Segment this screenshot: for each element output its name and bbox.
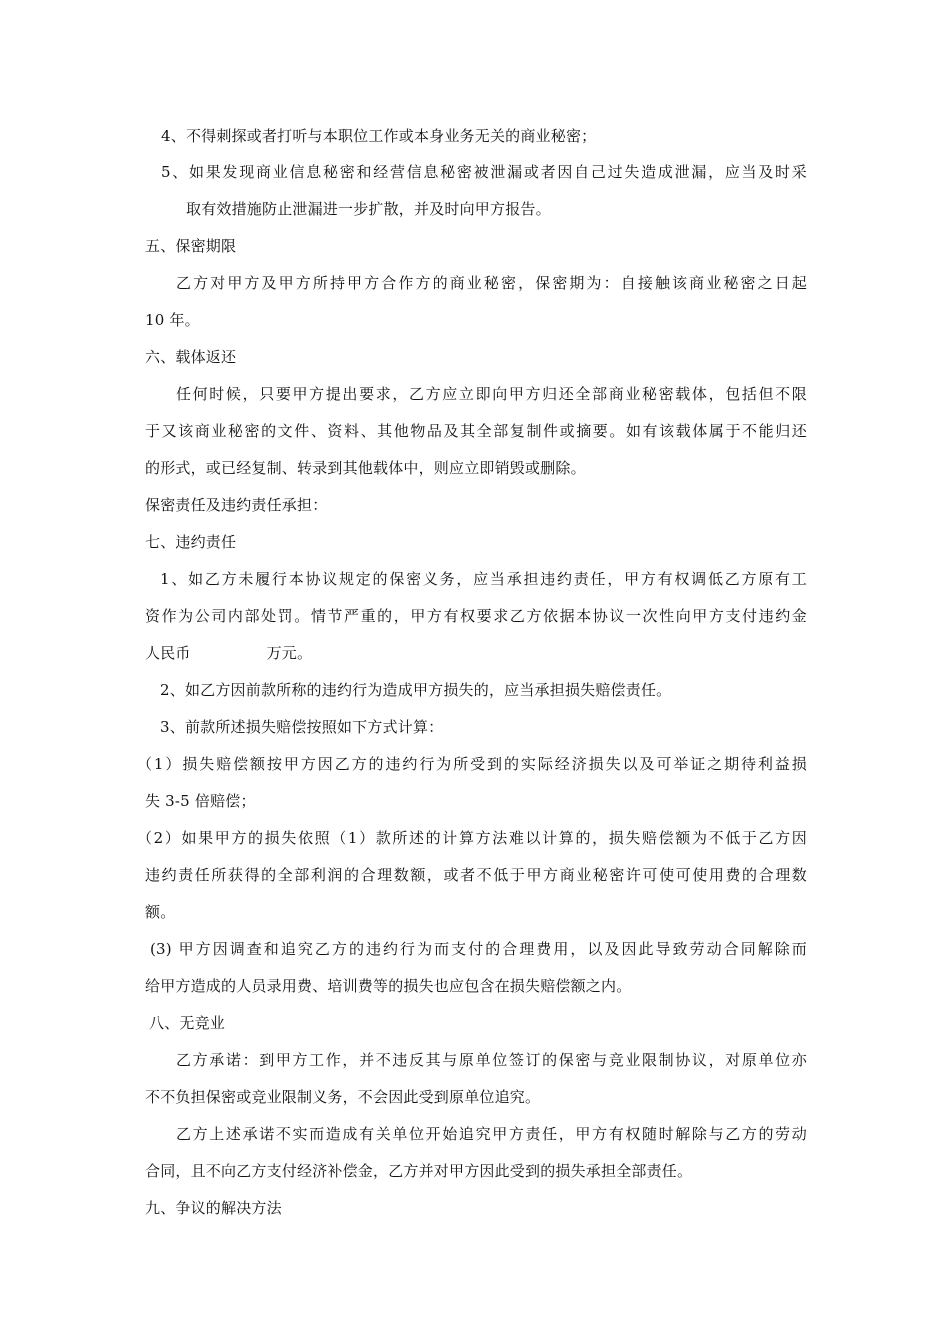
- section-8-paragraph-2-line2: 合同，且不向乙方支付经济补偿金，乙方并对甲方因此受到的损失承担全部责任。: [145, 1162, 693, 1180]
- confidentiality-item-5: 5、如果发现商业信息秘密和经营信息秘密被泄漏或者因自己过失造成泄漏，应当及时采: [161, 163, 807, 181]
- section-7-title: 七、违约责任: [145, 533, 237, 551]
- section-6-paragraph: 任何时候，只要甲方提出要求，乙方应立即向甲方归还全部商业秘密载体，包括但不限: [176, 385, 807, 403]
- breach-item-1: 1、如乙方未履行本协议规定的保密义务，应当承担违约责任，甲方有权调低乙方原有工: [160, 570, 807, 588]
- compensation-sub-2-line2: 违约责任所获得的全部利润的合理数额，或者不低于甲方商业秘密许可使可使用费的合理数: [145, 866, 807, 884]
- section-5-title: 五、保密期限: [145, 237, 237, 255]
- compensation-sub-2-line3: 额。: [145, 903, 176, 921]
- confidentiality-item-5-continued: 取有效措施防止泄漏进一步扩散，并及时向甲方报告。: [186, 200, 551, 218]
- section-5-paragraph-continued: 10 年。: [145, 311, 200, 329]
- section-5-paragraph: 乙方对甲方及甲方所持甲方合作方的商业秘密，保密期为：自接触该商业秘密之日起: [176, 274, 807, 292]
- section-6-paragraph-line3: 的形式，或已经复制、转录到其他载体中，则应立即销毁或删除。: [145, 459, 586, 477]
- breach-item-2: 2、如乙方因前款所称的违约行为造成甲方损失的，应当承担损失赔偿责任。: [160, 681, 672, 699]
- compensation-sub-1: （1）损失赔偿额按甲方因乙方的违约行为所受到的实际经济损失以及可举证之期待利益损: [137, 755, 807, 773]
- section-9-title: 九、争议的解决方法: [145, 1199, 282, 1217]
- confidentiality-item-4: 4、不得刺探或者打听与本职位工作或本身业务无关的商业秘密；: [161, 127, 597, 145]
- compensation-sub-3: (3) 甲方因调查和追究乙方的违约行为而支付的合理费用，以及因此导致劳动合同解除而: [150, 940, 807, 958]
- section-8-paragraph-2: 乙方上述承诺不实而造成有关单位开始追究甲方责任，甲方有权随时解除与乙方的劳动: [176, 1125, 807, 1143]
- amount-unit: 万元。: [266, 644, 313, 662]
- compensation-sub-2: （2）如果甲方的损失依照（1）款所述的计算方法难以计算的，损失赔偿额为不低于乙方因: [137, 829, 807, 847]
- breach-item-3: 3、前款所述损失赔偿按照如下方式计算：: [160, 718, 444, 736]
- breach-item-1-line2: 资作为公司内部处罚。情节严重的，甲方有权要求乙方依据本协议一次性向甲方支付违约金: [145, 607, 807, 625]
- breach-item-1-line3: [145, 643, 312, 663]
- liability-heading: 保密责任及违约责任承担：: [145, 496, 328, 514]
- section-6-title: 六、载体返还: [145, 348, 237, 366]
- compensation-sub-3-line2: 给甲方造成的人员录用费、培训费等的损失也应包含在损失赔偿额之内。: [145, 977, 632, 995]
- compensation-sub-1-line2: 失 3-5 倍赔偿；: [145, 792, 256, 810]
- section-8-paragraph-1: 乙方承诺：到甲方工作，并不违反其与原单位签订的保密与竞业限制协议，对原单位亦: [176, 1051, 807, 1069]
- section-8-title: 八、无竞业: [149, 1014, 226, 1032]
- section-8-paragraph-1-line2: 不不负担保密或竞业限制义务，不会因此受到原单位追究。: [145, 1088, 541, 1106]
- currency-label: 人民币: [145, 644, 191, 662]
- section-6-paragraph-line2: 于又该商业秘密的文件、资料、其他物品及其全部复制件或摘要。如有该载体属于不能归还: [145, 422, 807, 440]
